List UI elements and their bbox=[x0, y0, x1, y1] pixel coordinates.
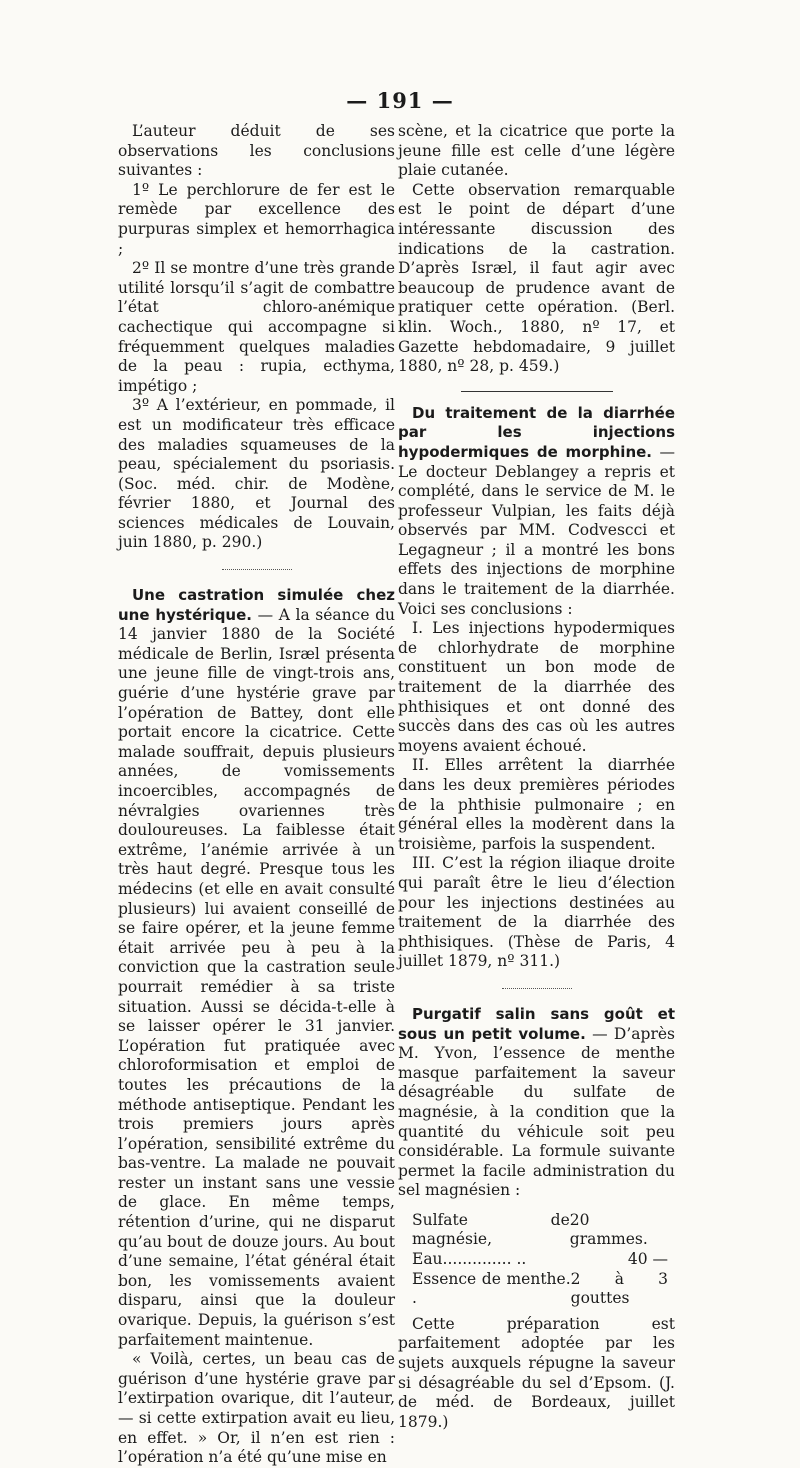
diarrhea-article-title: Du traitement de la diarrhée par les injections hypodermiques de morphine. bbox=[398, 403, 675, 461]
diarrhea-conclusion-2: II. Elles arrêtent la diarrhée dans les deux premières périodes de la phthisie pulmonaire ; en général elles la modèrent dans la troisième, parfois la suspendent. bbox=[398, 756, 675, 853]
formula-row bbox=[412, 1250, 668, 1270]
diarrhea-conclusion-3-text: III. C’est la région iliaque droite qui paraît être le lieu d’élection pour les injections destinées au traitement de la diarrhée des phthisiques. bbox=[398, 854, 675, 951]
conclusion-3-reference: (Soc. méd. chir. de Modène, février 1880, et Journal des sciences médicales de Louvain, juin 1880, p. 290.) bbox=[118, 474, 395, 552]
ingredient-quantity: 40 — bbox=[627, 1250, 668, 1269]
castration-quote: « Voilà, certes, un beau cas de guérison d’une hystérie grave par l’extirpation ovarique, dit l’auteur, — si cette extirpation avait eu lieu, en effet. » Or, il n’en est rien : l’opération n’a été qu’une mise en bbox=[118, 1350, 395, 1467]
conclusion-3 bbox=[118, 396, 395, 553]
right-column bbox=[398, 122, 675, 1432]
closing-paragraph bbox=[398, 1315, 675, 1433]
ingredient-name: Eau.............. .. bbox=[412, 1250, 527, 1269]
diarrhea-conclusion-3 bbox=[398, 854, 675, 972]
formula-table bbox=[412, 1211, 668, 1309]
diarrhea-conclusion-3-reference: (Thèse de Paris, 4 juillet 1879, nº 311.) bbox=[398, 932, 675, 971]
intro-paragraph: L’auteur déduit de ses observations les conclusions suivantes : bbox=[118, 122, 395, 180]
ingredient-quantity: 20 grammes. bbox=[569, 1210, 648, 1249]
discussion-text: Cette observation remarquable est le point de départ d’une intéressante discussion des indications de la castration. D’après Isræl, il faut agir avec beaucoup de prudence avant de pratiquer cette opération. bbox=[398, 180, 675, 317]
formula-row bbox=[412, 1211, 668, 1250]
diarrhea-article-intro: — Le docteur Deblangey a repris et complété, dans le service de M. le professeur Vulpian, les faits déjà observés par MM. Codvescci et Legagneur ; il a montré les bons effets des injections de morphine dans le traitement de la diarrhée. Voici ses conclusions : bbox=[398, 442, 675, 618]
purgative-article-title: Purgatif salin sans goût et sous un petit volume. bbox=[398, 1004, 675, 1043]
ingredient-name: Essence de menthe. . bbox=[412, 1269, 571, 1308]
diarrhea-conclusion-1: I. Les injections hypodermiques de chlorhydrate de morphine constituent un bon mode de traitement de la diarrhée des phthisiques et ont donné des succès dans des cas où les autres moyens avaient échoué. bbox=[398, 619, 675, 755]
purgative-article bbox=[398, 1005, 675, 1201]
ingredient-name: Sulfate de magnésie, bbox=[412, 1210, 570, 1249]
closing-reference: (J. de méd. de Bordeaux, juillet 1879.) bbox=[398, 1373, 675, 1431]
purgative-article-body: — D’après M. Yvon, l’essence de menthe masque parfaitement la saveur désagréable du sulfate de magnésie, à la condition que la quantité du véhicule soit peu considérable. La formule suivante permet la facile administration du sel magnésien : bbox=[398, 1024, 675, 1200]
discussion-paragraph bbox=[398, 181, 675, 377]
divider bbox=[461, 391, 613, 392]
conclusion-2: 2º Il se montre d’une très grande utilité lorsqu’il s’agit de combattre l’état chloro-anémique cachectique qui accompagne si fréquemment quelques maladies de la peau : rupia, ecthyma, impétigo ; bbox=[118, 259, 395, 395]
left-column bbox=[118, 122, 395, 1468]
closing-text: Cette préparation est parfaitement adoptée par les sujets auxquels répugne la saveur si désagréable du sel d’Epsom. bbox=[398, 1314, 675, 1392]
castration-article-title: Une castration simulée chez une hystérique. bbox=[118, 586, 395, 624]
formula-row bbox=[412, 1270, 668, 1309]
continuation-paragraph: scène, et la cicatrice que porte la jeune fille est celle d’une légère plaie cutanée. bbox=[398, 122, 675, 180]
discussion-reference: (Berl. klin. Woch., 1880, nº 17, et Gazette hebdomadaire, 9 juillet 1880, nº 28, p. 459.) bbox=[398, 298, 675, 376]
divider bbox=[502, 988, 572, 989]
castration-article bbox=[118, 586, 395, 1350]
diarrhea-article bbox=[398, 404, 675, 620]
conclusion-3-text: 3º A l’extérieur, en pommade, il est un modificateur très efficace des maladies squameuses de la peau, spécialement du psoriasis. bbox=[118, 396, 395, 474]
divider bbox=[222, 569, 292, 570]
castration-article-body: — A la séance du 14 janvier 1880 de la Société médicale de Berlin, Isræl présenta une jeune fille de vingt-trois ans, guérie d’une hystérie grave par l’opération de Battey, dont elle portait encore la cicatrice. Cette malade souffrait, depuis plusieurs années, de vomissements incoercibles, accompagnés de névralgies ovariennes très douloureuses. La faiblesse était extrême, l’anémie arrivée à un très haut degré. Presque tous les médecins (et elle en avait consulté plusieurs) lui avaient conseillé de se faire opérer, et la jeune femme était arrivée peu à peu à la conviction que la castration seule pourrait remédier à sa triste situation. Aussi se décida-t-elle à se laisser opérer le 31 janvier. L’opération fut pratiquée avec chloroformisation et emploi de toutes les précautions de la méthode antiseptique. Pendant les trois premiers jours après l’opération, sensibilité extrême du bas-ventre. La malade ne pouvait rester un instant sans une vessie de glace. En même temps, rétention d’urine, qui ne disparut qu’au bout de douze jours. Au bout d’une semaine, l’état général était bon, les vomissements avaient disparu, ainsi que la douleur ovarique. Depuis, la guérison s’est parfaitement maintenue. bbox=[118, 605, 395, 1349]
ingredient-quantity: 2 à 3 gouttes bbox=[570, 1269, 668, 1308]
conclusion-1: 1º Le perchlorure de fer est le remède par excellence des purpuras simplex et hemorrhagica ; bbox=[118, 180, 395, 258]
page-number: — 191 — bbox=[346, 88, 454, 113]
